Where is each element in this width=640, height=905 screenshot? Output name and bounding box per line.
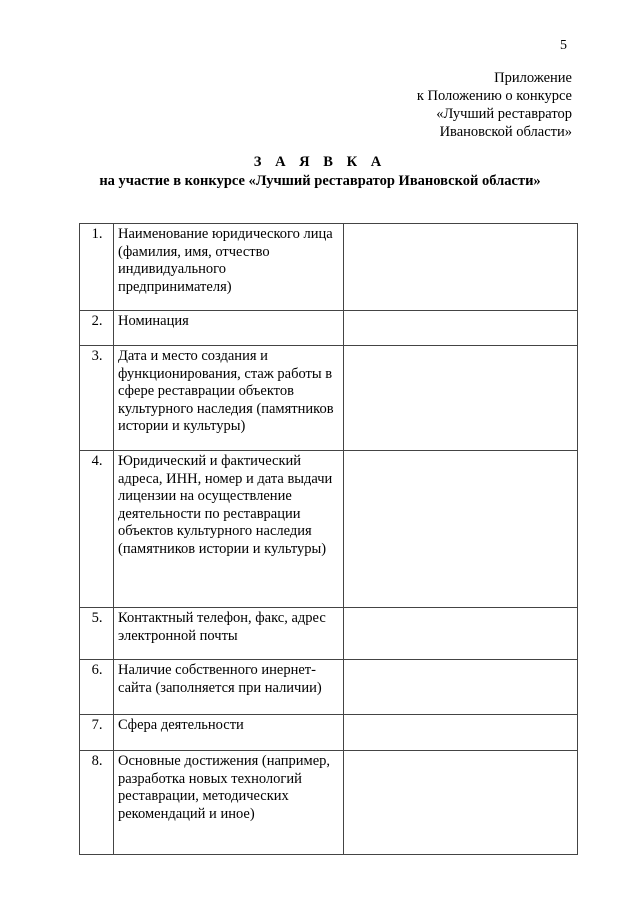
row-number: 1. — [80, 224, 114, 311]
appendix-header — [417, 69, 572, 141]
row-label: Сфера деятельности — [114, 715, 344, 751]
table-row — [80, 608, 578, 660]
table-row — [80, 451, 578, 608]
table-row — [80, 311, 578, 346]
row-value-cell[interactable] — [344, 660, 578, 715]
row-value-cell[interactable] — [344, 224, 578, 311]
row-number: 5. — [80, 608, 114, 660]
row-number: 7. — [80, 715, 114, 751]
row-label: Основные достижения (например, разработка новых технологий реставрации, методических рекомендаций и иное) — [114, 751, 344, 855]
document-subtitle: на участие в конкурсе «Лучший реставратор Ивановской области» — [99, 173, 541, 189]
table-row — [80, 224, 578, 311]
row-value-cell[interactable] — [344, 311, 578, 346]
row-number: 3. — [80, 346, 114, 451]
appendix-line: «Лучший реставратор — [436, 106, 572, 122]
appendix-line: Приложение — [494, 70, 572, 86]
page-number: 5 — [560, 38, 567, 53]
row-value-cell[interactable] — [344, 451, 578, 608]
row-value-cell[interactable] — [344, 751, 578, 855]
application-form-table — [79, 223, 578, 855]
row-number: 4. — [80, 451, 114, 608]
table-row — [80, 715, 578, 751]
appendix-line: к Положению о конкурсе — [416, 88, 572, 104]
row-number: 2. — [80, 311, 114, 346]
row-value-cell[interactable] — [344, 346, 578, 451]
appendix-line: Ивановской области» — [439, 124, 572, 140]
row-label: Контактный телефон, факс, адрес электронной почты — [114, 608, 344, 660]
row-number: 6. — [80, 660, 114, 715]
row-label: Номинация — [114, 311, 344, 346]
row-label: Наличие собственного инернет-сайта (заполняется при наличии) — [114, 660, 344, 715]
table-row — [80, 751, 578, 855]
row-number: 8. — [80, 751, 114, 855]
row-label: Наименование юридического лица (фамилия, имя, отчество индивидуального предпринимателя) — [114, 224, 344, 311]
table-row — [80, 660, 578, 715]
table-row — [80, 346, 578, 451]
row-label: Дата и место создания и функционирования, стаж работы в сфере реставрации объектов культурного наследия (памятников истории и культуры) — [114, 346, 344, 451]
row-value-cell[interactable] — [344, 715, 578, 751]
document-title: З А Я В К А — [253, 154, 387, 170]
row-label: Юридический и фактический адреса, ИНН, номер и дата выдачи лицензии на осуществление деятельности по реставрации объектов культурного наследия (памятников истории и культуры) — [114, 451, 344, 608]
row-value-cell[interactable] — [344, 608, 578, 660]
